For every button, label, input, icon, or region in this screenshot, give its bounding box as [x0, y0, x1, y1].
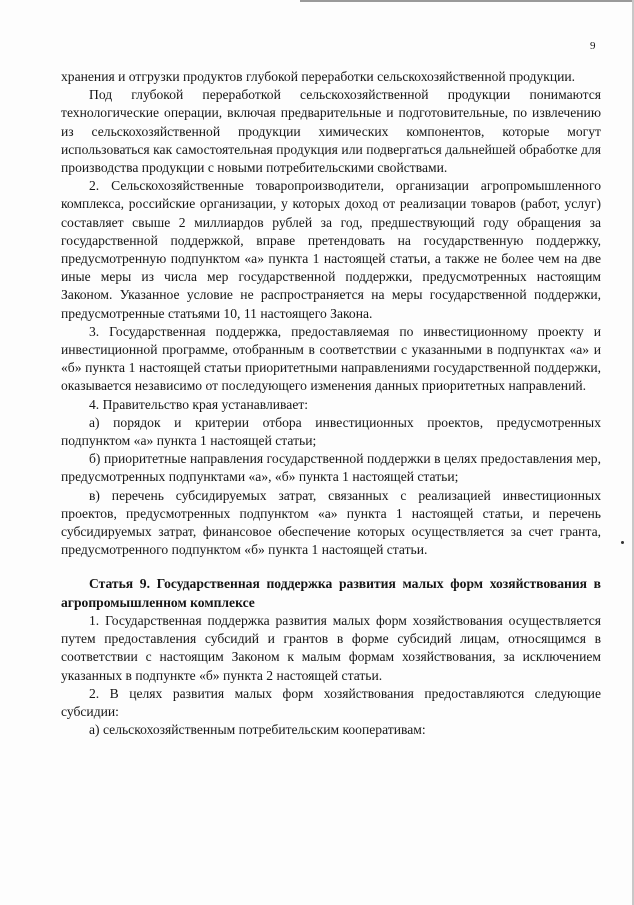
paragraph-subitem-b: б) приоритетные направления государственной поддержки в целях предоставления мер, предусмотренных подпунктами «а», «б» пункта 1 настоящей статьи;: [61, 451, 601, 485]
article-9-item-1: 1. Государственная поддержка развития малых форм хозяйствования осуществляется путем предоставления субсидий и грантов в форме субсидий лицам, относящимся в соответствии с настоящим Законом к малым формам хозяйствования, за исключением указанных в подпункте «б» пункта 2 настоящей статьи.: [61, 612, 601, 683]
article-9-item-2: 2. В целях развития малых форм хозяйствования предоставляются следующие субсидии:: [61, 685, 601, 719]
paragraph-item-3: 3. Государственная поддержка, предоставляемая по инвестиционному проекту и инвестиционной программе, отобранным в соответствии с указанными в подпунктах «а» и «б» пункта 1 настоящей статьи приоритетными направлениями государственной поддержки, оказывается независимо от последующего изменения данных приоритетных направлений.: [61, 323, 601, 394]
paragraph-deep-processing-definition: Под глубокой переработкой сельскохозяйственной продукции понимаются технологические операции, включая предварительные и подготовительные, по извлечению из сельскохозяйственной продукции химических компонентов, которые могут использоваться как самостоятельная продукция или подвергаться дальнейшей обработке для производства продукции с новыми потребительскими свойствами.: [61, 87, 601, 176]
paragraph-item-4: 4. Правительство края устанавливает:: [89, 396, 309, 412]
paragraph-item-2: 2. Сельскохозяйственные товаропроизводители, организации агропромышленного комплекса, российские организации, у которых доход от реализации товаров (работ, услуг) составляет свыше 2 миллиардов рублей за год, предшествующий году обращения за государственной поддержкой, вправе претендовать на государственную поддержку, предусмотренную подпунктом «а» пункта 1 настоящей статьи, а также не более чем на две иные меры из числа мер государственной поддержки, предусмотренных настоящим Законом. Указанное условие не распространяется на меры государственной поддержки, предусмотренные статьями 10, 11 настоящего Закона.: [61, 178, 601, 321]
scan-speck: [621, 541, 624, 544]
page-number: 9: [590, 40, 596, 52]
article-9-subitem-a: а) сельскохозяйственным потребительским кооперативам:: [89, 722, 426, 738]
paragraph-continuation: хранения и отгрузки продуктов глубокой переработки сельскохозяйственной продукции.: [61, 69, 576, 84]
scan-edge-top: [300, 0, 634, 2]
document-body: [61, 68, 601, 739]
article-9-heading: Статья 9. Государственная поддержка развития малых форм хозяйствования в агропромышленном комплексе: [61, 576, 601, 610]
paragraph-subitem-a: а) порядок и критерии отбора инвестиционных проектов, предусмотренных подпунктом «а» пункта 1 настоящей статьи;: [61, 414, 601, 449]
paragraph-subitem-v: в) перечень субсидируемых затрат, связанных с реализацией инвестиционных проектов, предусмотренных подпунктом «а» пункта 1 настоящей статьи, и перечень субсидируемых затрат, финансовое обеспечение которых осуществляется за счет гранта, предусмотренного подпунктом «б» пункта 1 настоящей статьи.: [61, 487, 601, 558]
